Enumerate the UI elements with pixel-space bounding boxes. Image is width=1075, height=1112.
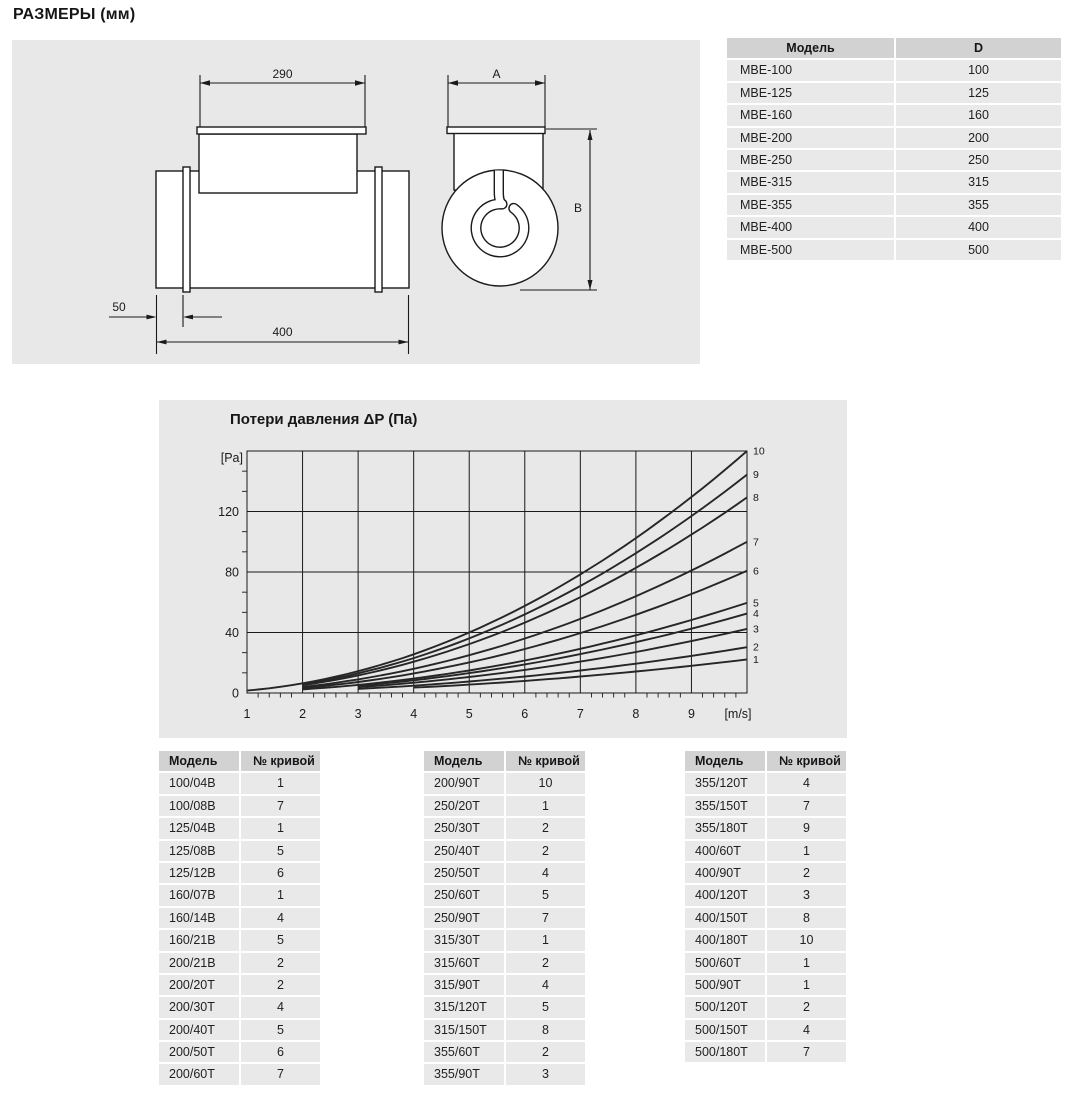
y-tick-label: 0 [232,686,239,701]
column-header-value: D [896,38,1061,58]
dim-400-label: 400 [272,325,293,339]
model-cell: 100/08B [159,796,239,816]
value-cell: 7 [767,796,846,816]
x-tick-label: 8 [632,707,640,721]
model-cell: 200/50T [159,1042,239,1062]
value-cell: 2 [241,975,320,995]
model-cell: 250/40T [424,841,504,861]
x-tick-label: 2 [299,707,307,721]
curve-label-7: 7 [753,536,759,549]
model-cell: 500/120T [685,997,765,1017]
value-cell: 8 [767,908,846,928]
value-cell: 6 [241,1042,320,1062]
dim-a-label: A [492,67,501,81]
value-cell: 5 [506,997,585,1017]
curve-10 [247,451,747,691]
value-cell: 355 [896,195,1061,215]
value-cell: 5 [506,885,585,905]
technical-drawing [12,40,700,364]
model-cell: 355/90T [424,1064,504,1084]
x-tick-label: 9 [687,707,695,721]
model-cell: МВЕ-125 [727,83,894,103]
model-cell: 315/150T [424,1020,504,1040]
value-cell: 1 [767,975,846,995]
dimensions-drawing-panel [12,40,700,364]
curve-number-table-3 [685,751,846,1062]
model-cell: 400/180T [685,930,765,950]
model-cell: 500/180T [685,1042,765,1062]
value-cell: 7 [767,1042,846,1062]
model-cell: 200/60T [159,1064,239,1084]
model-cell: 160/07B [159,885,239,905]
model-cell: 250/50T [424,863,504,883]
model-cell: 200/20T [159,975,239,995]
model-cell: 500/90T [685,975,765,995]
curve-label-6: 6 [753,565,759,578]
curve-4 [358,614,747,686]
model-cell: 315/60T [424,953,504,973]
dim-290-label: 290 [272,67,293,81]
curve-label-8: 8 [753,491,759,504]
x-tick-label: 5 [465,707,473,721]
y-tick-label: 120 [218,505,239,519]
column-header-value: № кривой [241,751,320,771]
model-cell: МВЕ-160 [727,105,894,125]
value-cell: 100 [896,60,1061,80]
model-cell: 250/90T [424,908,504,928]
value-cell: 200 [896,128,1061,148]
value-cell: 2 [506,1042,585,1062]
model-cell: 400/120T [685,885,765,905]
model-cell: 400/60T [685,841,765,861]
column-header-value: № кривой [767,751,846,771]
curve-label-1: 1 [753,653,759,666]
model-cell: 200/40T [159,1020,239,1040]
curve-label-9: 9 [753,469,759,482]
value-cell: 10 [506,773,585,793]
value-cell: 7 [506,908,585,928]
model-cell: МВЕ-200 [727,128,894,148]
value-cell: 3 [506,1064,585,1084]
value-cell: 400 [896,217,1061,237]
dimensions-table [727,38,1061,260]
value-cell: 1 [767,953,846,973]
value-cell: 4 [506,975,585,995]
column-header-model: Модель [727,38,894,58]
value-cell: 2 [767,997,846,1017]
curve-label-2: 2 [753,641,759,654]
curve-number-table-1 [159,751,320,1085]
model-cell: МВЕ-355 [727,195,894,215]
model-cell: МВЕ-500 [727,240,894,260]
value-cell: 2 [506,953,585,973]
model-cell: МВЕ-315 [727,172,894,192]
curve-label-5: 5 [753,597,759,610]
column-header-value: № кривой [506,751,585,771]
model-cell: 355/120T [685,773,765,793]
value-cell: 1 [506,930,585,950]
y-axis-unit-label: [Pa] [220,451,243,465]
model-cell: 355/60T [424,1042,504,1062]
page-title: РАЗМЕРЫ (мм) [13,6,136,23]
model-cell: 315/30T [424,930,504,950]
value-cell: 5 [241,1020,320,1040]
value-cell: 7 [241,1064,320,1084]
x-axis-unit-label: [m/s] [724,707,752,721]
y-tick-label: 40 [225,626,239,640]
value-cell: 250 [896,150,1061,170]
value-cell: 2 [506,818,585,838]
x-tick-label: 1 [243,707,251,721]
x-tick-label: 6 [521,707,529,721]
dim-50-label: 50 [112,300,126,314]
model-cell: МВЕ-250 [727,150,894,170]
value-cell: 3 [767,885,846,905]
value-cell: 125 [896,83,1061,103]
value-cell: 8 [506,1020,585,1040]
model-cell: 400/90T [685,863,765,883]
chart-curves [247,451,747,691]
model-cell: 250/60T [424,885,504,905]
value-cell: 6 [241,863,320,883]
model-cell: 160/14B [159,908,239,928]
pressure-loss-chart [159,400,847,738]
pressure-loss-chart-panel [159,400,847,738]
value-cell: 5 [241,841,320,861]
value-cell: 4 [767,1020,846,1040]
value-cell: 10 [767,930,846,950]
model-cell: 315/120T [424,997,504,1017]
model-cell: 200/21B [159,953,239,973]
column-header-model: Модель [424,751,504,771]
value-cell: 4 [506,863,585,883]
heater-front-view [442,127,558,286]
model-cell: МВЕ-400 [727,217,894,237]
value-cell: 9 [767,818,846,838]
model-cell: 200/30T [159,997,239,1017]
value-cell: 1 [767,841,846,861]
column-header-model: Модель [685,751,765,771]
curve-number-table-2 [424,751,585,1085]
model-cell: 315/90T [424,975,504,995]
value-cell: 2 [767,863,846,883]
model-cell: 125/12B [159,863,239,883]
value-cell: 1 [506,796,585,816]
value-cell: 1 [241,885,320,905]
model-cell: 250/30T [424,818,504,838]
chart-title: Потери давления ΔP (Па) [230,411,418,428]
value-cell: 315 [896,172,1061,192]
value-cell: 7 [241,796,320,816]
model-cell: 125/04B [159,818,239,838]
value-cell: 4 [241,908,320,928]
model-cell: 160/21B [159,930,239,950]
model-cell: 355/150T [685,796,765,816]
dim-b-label: B [573,201,582,215]
x-tick-label: 4 [410,707,418,721]
model-cell: 250/20T [424,796,504,816]
model-cell: 355/180T [685,818,765,838]
curve-label-3: 3 [753,623,759,636]
value-cell: 4 [241,997,320,1017]
value-cell: 500 [896,240,1061,260]
x-tick-label: 7 [576,707,584,721]
value-cell: 160 [896,105,1061,125]
y-tick-label: 80 [225,565,239,580]
value-cell: 2 [506,841,585,861]
column-header-model: Модель [159,751,239,771]
model-cell: 200/90T [424,773,504,793]
value-cell: 1 [241,773,320,793]
model-cell: МВЕ-100 [727,60,894,80]
heater-side-view [156,127,409,292]
model-cell: 500/60T [685,953,765,973]
model-cell: 125/08B [159,841,239,861]
value-cell: 4 [767,773,846,793]
model-cell: 500/150T [685,1020,765,1040]
model-cell: 100/04B [159,773,239,793]
curve-label-10: 10 [753,445,765,458]
model-cell: 400/150T [685,908,765,928]
value-cell: 5 [241,930,320,950]
value-cell: 2 [241,953,320,973]
x-tick-label: 3 [354,707,362,721]
value-cell: 1 [241,818,320,838]
curve-label-4: 4 [753,608,759,621]
